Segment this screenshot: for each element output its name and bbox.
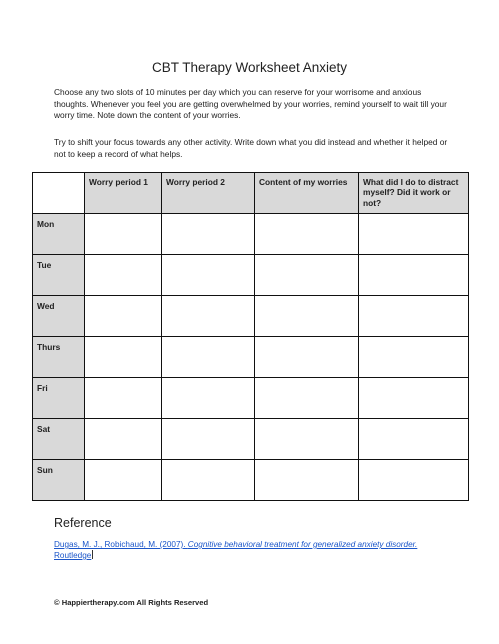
- column-header-worry-period-1: Worry period 1: [85, 173, 162, 214]
- entry-cell[interactable]: [85, 296, 162, 337]
- table-corner-cell: [33, 173, 85, 214]
- day-label: Tue: [33, 255, 85, 296]
- reference-heading: Reference: [54, 516, 112, 530]
- citation-authors: Dugas, M. J., Robichaud, M. (2007).: [54, 540, 188, 549]
- entry-cell[interactable]: [255, 378, 359, 419]
- entry-cell[interactable]: [85, 214, 162, 255]
- day-label: Sat: [33, 419, 85, 460]
- entry-cell[interactable]: [255, 255, 359, 296]
- day-label: Fri: [33, 378, 85, 419]
- entry-cell[interactable]: [85, 337, 162, 378]
- table-row: [33, 214, 469, 255]
- entry-cell[interactable]: [162, 214, 255, 255]
- entry-cell[interactable]: [359, 419, 469, 460]
- table-header-row: [33, 173, 469, 214]
- entry-cell[interactable]: [255, 296, 359, 337]
- citation-publisher: Routledge: [54, 551, 92, 560]
- instructions-paragraph-1: Choose any two slots of 10 minutes per day which you can reserve for your worrisome and anxious thoughts. Whenever you feel you are getting overwhelmed by your worries, remind yourself to wait till your worry time. Note down the content of your worries.: [54, 87, 447, 121]
- table-row: [33, 460, 469, 501]
- entry-cell[interactable]: [359, 255, 469, 296]
- worry-log-table: [32, 172, 469, 501]
- entry-cell[interactable]: [162, 419, 255, 460]
- day-label: Wed: [33, 296, 85, 337]
- entry-cell[interactable]: [255, 337, 359, 378]
- entry-cell[interactable]: [255, 460, 359, 501]
- entry-cell[interactable]: [162, 255, 255, 296]
- copyright-footer: © Happiertherapy.com All Rights Reserved: [54, 598, 209, 607]
- entry-cell[interactable]: [162, 296, 255, 337]
- column-header-content: Content of my worries: [255, 173, 359, 214]
- table-row: [33, 255, 469, 296]
- day-label: Sun: [33, 460, 85, 501]
- entry-cell[interactable]: [85, 255, 162, 296]
- day-label: Mon: [33, 214, 85, 255]
- table-row: [33, 378, 469, 419]
- table-row: [33, 296, 469, 337]
- entry-cell[interactable]: [85, 378, 162, 419]
- entry-cell[interactable]: [85, 419, 162, 460]
- entry-cell[interactable]: [359, 460, 469, 501]
- table-row: [33, 337, 469, 378]
- instructions-paragraph-2: Try to shift your focus towards any other activity. Write down what you did instead and whether it helped or not to keep a record of what helps.: [54, 137, 448, 159]
- entry-cell[interactable]: [359, 296, 469, 337]
- entry-cell[interactable]: [85, 460, 162, 501]
- entry-cell[interactable]: [162, 378, 255, 419]
- entry-cell[interactable]: [162, 460, 255, 501]
- entry-cell[interactable]: [359, 337, 469, 378]
- reference-citation-link[interactable]: [54, 539, 454, 561]
- entry-cell[interactable]: [162, 337, 255, 378]
- entry-cell[interactable]: [359, 378, 469, 419]
- citation-title: Cognitive behavioral treatment for generalized anxiety disorder.: [187, 540, 418, 549]
- entry-cell[interactable]: [255, 214, 359, 255]
- page-title: CBT Therapy Worksheet Anxiety: [151, 60, 348, 75]
- entry-cell[interactable]: [359, 214, 469, 255]
- column-header-distraction: What did I do to distract myself? Did it work or not?: [359, 173, 469, 214]
- day-label: Thurs: [33, 337, 85, 378]
- column-header-worry-period-2: Worry period 2: [162, 173, 255, 214]
- entry-cell[interactable]: [255, 419, 359, 460]
- table-row: [33, 419, 469, 460]
- text-cursor: [92, 550, 93, 559]
